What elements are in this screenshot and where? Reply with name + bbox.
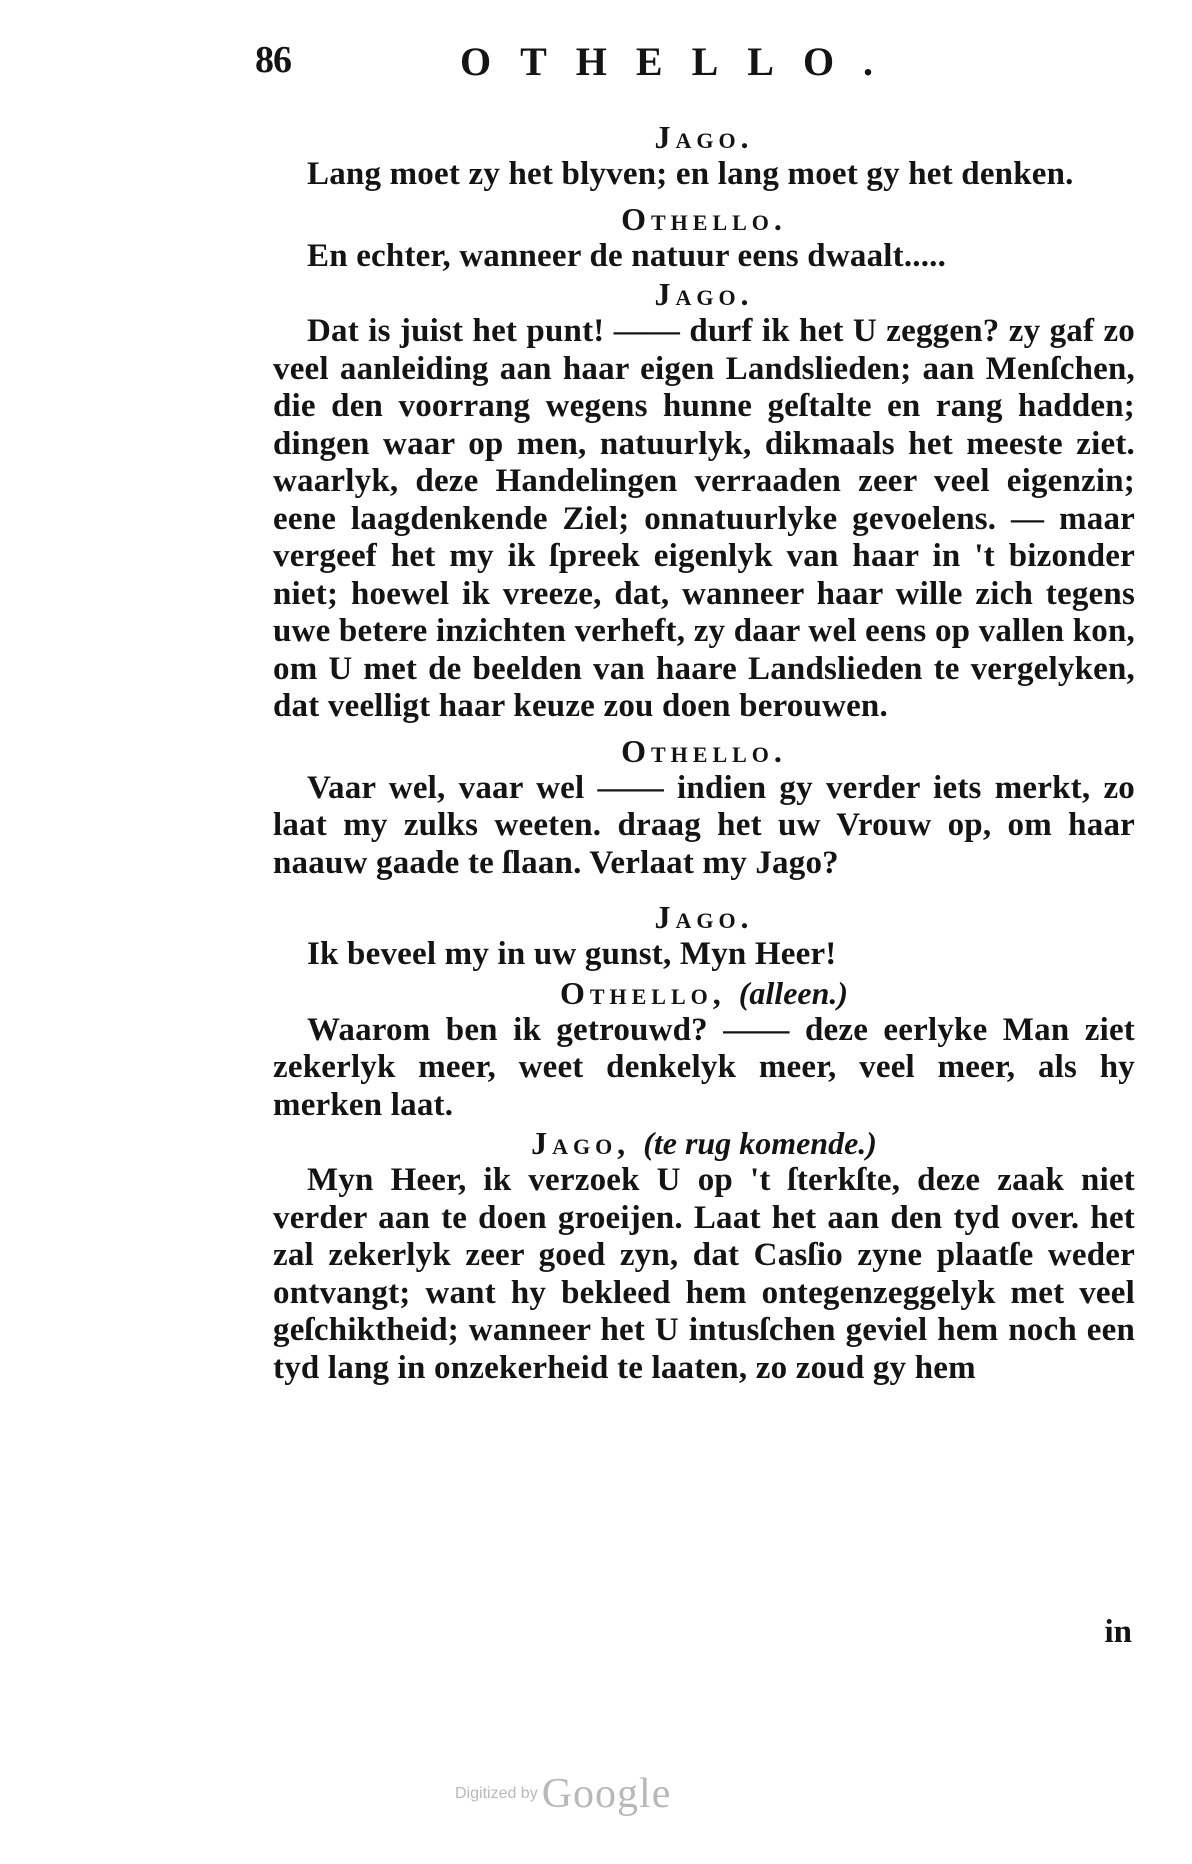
speech-paragraph: Ik beveel my in uw gunst, Myn Heer! bbox=[307, 936, 837, 972]
watermark-text: Digitized by bbox=[455, 1785, 538, 1802]
page-header bbox=[255, 30, 955, 90]
digitization-watermark bbox=[455, 1770, 671, 1818]
speech-paragraph: Dat is juist het punt! —— durf ik het U zeggen? zy gaf zo veel aanleiding aan haar eigen Landslieden; aan Menſchen, die den voorrang wegens hunne geſtalte en rang hadden; dingen waar op men, natuurlyk, dikmaals het meeste ziet. waarlyk, deze Handelingen verraaden zeer veel eigenzin; eene laagdenkende Ziel; onnatuurlyke gevoelens. — maar vergeef het my ik ſpreek eigenlyk van haar in 't bizonder niet; hoewel ik vreeze, dat, wanneer haar wille zich tegens uwe betere inzichten verheft, zy daar wel eens op vallen kon, om U met de beelden van haare Landslieden te vergelyken, dat veelligt haar keuze zou doen berouwen. bbox=[273, 313, 1135, 724]
stage-direction: (te rug komende.) bbox=[643, 1125, 877, 1161]
speech-paragraph: Myn Heer, ik verzoek U op 't ſterkſte, deze zaak niet verder aan te doen groeijen. Laat het aan den tyd over. het zal zekerlyk zeer goed zyn, dat Casſio zyne plaatſe weder ontvangt; want hy bekleed hem ontegenzeggelyk met veel geſchiktheid; wanneer het U intusſchen geviel hem noch een tyd lang in onzekerheid te laaten, zo zoud gy hem bbox=[273, 1162, 1135, 1386]
running-title: OTHELLO. bbox=[460, 39, 903, 84]
speaker-heading: Othello. bbox=[621, 732, 787, 769]
speaker-heading: Jago, (te rug komende.) bbox=[531, 1125, 877, 1161]
speaker-heading: Jago. bbox=[654, 276, 754, 312]
speech-paragraph: Waarom ben ik getrouwd? —— deze eerlyke Man ziet zekerlyk meer, weet denkelyk meer, veel meer, als hy merken laat. bbox=[273, 1011, 1135, 1123]
speaker-heading: Othello, (alleen.) bbox=[559, 974, 849, 1011]
google-logo: Google bbox=[541, 1771, 672, 1817]
page-number: 86 bbox=[255, 39, 291, 81]
catchword: in bbox=[1104, 1614, 1132, 1650]
speaker-heading: Jago. bbox=[654, 119, 754, 155]
speech-paragraph: Vaar wel, vaar wel —— indien gy verder iets merkt, zo laat my zulks weeten. draag het uw Vrouw op, om haar naauw gaade te ſlaan. Verlaat my Jago? bbox=[273, 769, 1135, 881]
speaker-heading: Othello. bbox=[621, 200, 787, 237]
speech-paragraph: Lang moet zy het blyven; en lang moet gy het denken. bbox=[307, 156, 1074, 192]
stage-direction: (alleen.) bbox=[738, 974, 849, 1011]
play-text bbox=[273, 118, 1135, 1387]
speech-paragraph: En echter, wanneer de natuur eens dwaalt..... bbox=[307, 237, 947, 274]
speaker-heading: Jago. bbox=[654, 899, 754, 935]
